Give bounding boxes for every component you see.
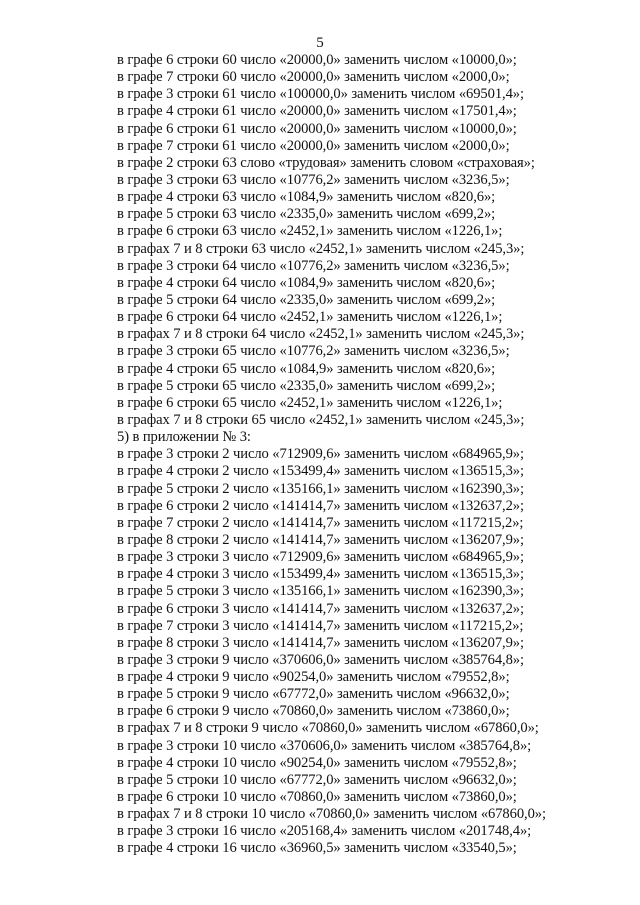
amendment-line: в графе 5 строки 3 число «135166,1» заменить числом «162390,3»;	[117, 583, 524, 600]
amendment-line: в графе 5 строки 64 число «2335,0» заменить числом «699,2»;	[117, 291, 496, 308]
amendment-line: в графе 4 строки 2 число «153499,4» заменить числом «136515,3»;	[117, 463, 524, 480]
amendment-line: в графе 4 строки 65 число «1084,9» заменить числом «820,6»;	[117, 360, 496, 377]
amendment-line: в графе 3 строки 2 число «712909,6» заменить числом «684965,9»;	[117, 446, 524, 463]
amendment-line: в графе 4 строки 63 число «1084,9» заменить числом «820,6»;	[117, 189, 496, 206]
amendment-line: в графах 7 и 8 строки 10 число «70860,0» заменить числом «67860,0»;	[117, 806, 546, 823]
amendment-line: в графе 4 строки 3 число «153499,4» заменить числом «136515,3»;	[117, 566, 524, 583]
amendment-line: в графе 6 строки 60 число «20000,0» заменить числом «10000,0»;	[117, 52, 517, 68]
amendment-line: 5) в приложении № 3:	[117, 429, 251, 446]
amendment-line: в графе 6 строки 10 число «70860,0» заменить числом «73860,0»;	[117, 789, 517, 806]
amendment-line: в графах 7 и 8 строки 64 число «2452,1» заменить числом «245,3»;	[117, 326, 525, 343]
amendment-list	[117, 52, 617, 858]
amendment-line: в графе 6 строки 9 число «70860,0» заменить числом «73860,0»;	[117, 703, 510, 720]
amendment-line: в графе 5 строки 65 число «2335,0» заменить числом «699,2»;	[117, 377, 496, 394]
amendment-line: в графе 7 строки 3 число «141414,7» заменить числом «117215,2»;	[117, 617, 524, 634]
amendment-line: в графах 7 и 8 строки 65 число «2452,1» заменить числом «245,3»;	[117, 411, 525, 428]
amendment-line: в графах 7 и 8 строки 63 число «2452,1» заменить числом «245,3»;	[117, 240, 525, 257]
amendment-line: в графе 3 строки 61 число «100000,0» заменить числом «69501,4»;	[117, 86, 524, 103]
amendment-line: в графе 5 строки 10 число «67772,0» заменить числом «96632,0»;	[117, 771, 517, 788]
amendment-line: в графе 4 строки 10 число «90254,0» заменить числом «79552,8»;	[117, 754, 517, 771]
amendment-line: в графе 3 строки 9 число «370606,0» заменить числом «385764,8»;	[117, 651, 524, 668]
amendment-line: в графе 4 строки 61 число «20000,0» заменить числом «17501,4»;	[117, 103, 517, 120]
amendment-line: в графе 3 строки 16 число «205168,4» заменить числом «201748,4»;	[117, 823, 532, 840]
amendment-line: в графе 7 строки 60 число «20000,0» заменить числом «2000,0»;	[117, 69, 510, 86]
amendment-line: в графе 3 строки 64 число «10776,2» заменить числом «3236,5»;	[117, 257, 510, 274]
amendment-line: в графе 5 строки 2 число «135166,1» заменить числом «162390,3»;	[117, 480, 524, 497]
amendment-line: в графе 4 строки 9 число «90254,0» заменить числом «79552,8»;	[117, 669, 510, 686]
amendment-line: в графе 6 строки 64 число «2452,1» заменить числом «1226,1»;	[117, 309, 503, 326]
amendment-line: в графе 4 строки 16 число «36960,5» заменить числом «33540,5»;	[117, 840, 517, 857]
amendment-line: в графе 8 строки 3 число «141414,7» заменить числом «136207,9»;	[117, 634, 524, 651]
amendment-line: в графе 6 строки 63 число «2452,1» заменить числом «1226,1»;	[117, 223, 503, 240]
amendment-line: в графе 3 строки 65 число «10776,2» заменить числом «3236,5»;	[117, 343, 510, 360]
amendment-line: в графе 3 строки 10 число «370606,0» заменить числом «385764,8»;	[117, 737, 532, 754]
amendment-line: в графе 6 строки 2 число «141414,7» заменить числом «132637,2»;	[117, 497, 524, 514]
amendment-line: в графе 2 строки 63 слово «трудовая» заменить словом «страховая»;	[117, 154, 535, 171]
amendment-line: в графе 3 строки 3 число «712909,6» заменить числом «684965,9»;	[117, 549, 524, 566]
amendment-line: в графе 7 строки 61 число «20000,0» заменить числом «2000,0»;	[117, 137, 510, 154]
amendment-line: в графе 6 строки 3 число «141414,7» заменить числом «132637,2»;	[117, 600, 524, 617]
amendment-line: в графе 4 строки 64 число «1084,9» заменить числом «820,6»;	[117, 274, 496, 291]
amendment-line: в графе 5 строки 63 число «2335,0» заменить числом «699,2»;	[117, 206, 496, 223]
amendment-line: в графе 6 строки 65 число «2452,1» заменить числом «1226,1»;	[117, 394, 503, 411]
page-number: 5	[316, 35, 324, 51]
amendment-line: в графе 3 строки 63 число «10776,2» заменить числом «3236,5»;	[117, 171, 510, 188]
amendment-line: в графе 6 строки 61 число «20000,0» заменить числом «10000,0»;	[117, 120, 517, 137]
amendment-line: в графе 5 строки 9 число «67772,0» заменить числом «96632,0»;	[117, 686, 510, 703]
amendment-line: в графах 7 и 8 строки 9 число «70860,0» заменить числом «67860,0»;	[117, 720, 539, 737]
amendment-line: в графе 8 строки 2 число «141414,7» заменить числом «136207,9»;	[117, 531, 524, 548]
amendment-line: в графе 7 строки 2 число «141414,7» заменить числом «117215,2»;	[117, 514, 524, 531]
